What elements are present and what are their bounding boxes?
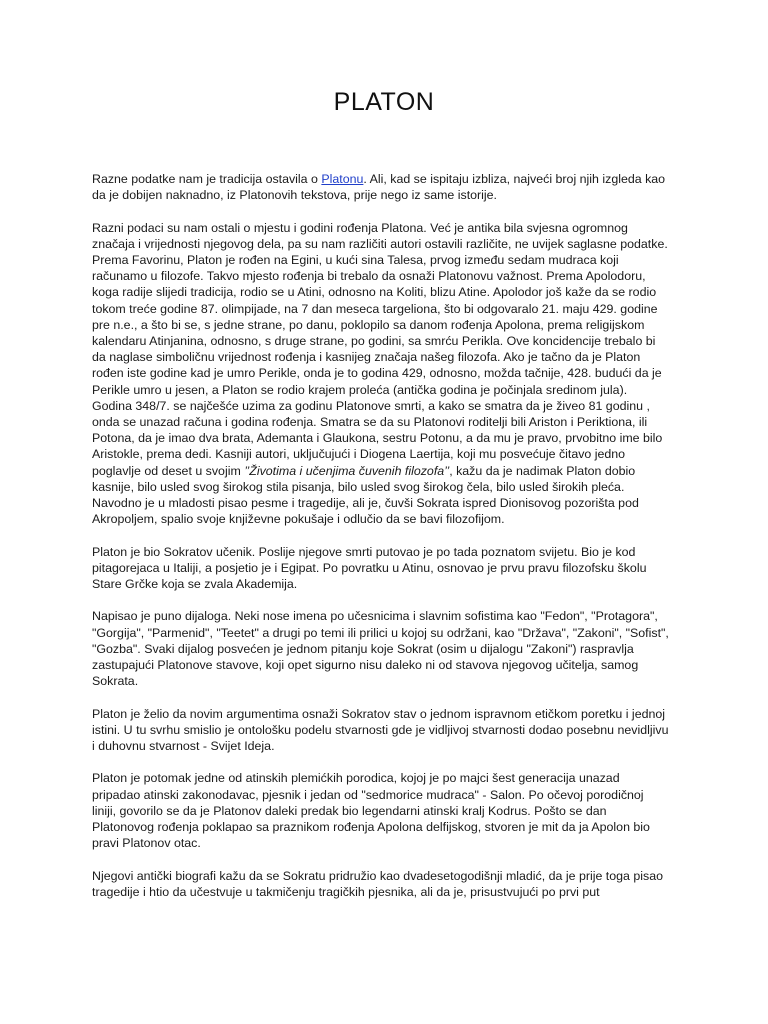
document-title: PLATON [333,88,435,116]
paragraph-student: Platon je bio Sokratov učenik. Poslije njegove smrti putovao je po tada poznatom svijetu. Bio je kod pitagorejaca u Italiji, a posjetio je i Egipat. Po povratku u Atinu, osnovao je prvu pravu filozofsku školu Stare Grčke koja se zvala Akademija. [92,544,647,592]
paragraph-dialogues: Napisao je puno dijaloga. Neki nose imena po učesnicima i slavnim sofistima kao "Fedon", "Protagora", "Gorgija", "Parmenid", "Teetet" a drugi po temi ili prilici u kojoj su održani, kao "Država", "Zakoni", "Sofist", "Gozba". Svaki dijalog posvećen je jednom pitanju koje Sokrat (osim u dijalogu "Zakoni") raspravlja zastupajući Platonove stavove, koji opet sigurno nisu daleko ni od stavova njegovog učitelja, samog Sokrata. [92,609,669,689]
paragraph-ancestry: Platon je potomak jedne od atinskih plemićkih porodica, kojoj je po majci šest generacija unazad pripadao atinski zakonodavac, pjesnik i jedan od "sedmorice mudraca" - Salon. Po očevoj porodičnoj liniji, govorilo se da je Platonov daleki predak bio legendarni atinski kralj Kodrus. Pošto se dan Platonovog rođenja poklapao sa praznikom rođenja Apolona delfijskog, stvoren je mit da ja Apolon bio pravi Platonov otac. [92,771,650,851]
paragraph-ideas: Platon je želio da novim argumentima osnaži Sokratov stav o jednom ispravnom etičkom poretku i jednoj istini. U tu svrhu smislio je ontološku podelu stvarnosti gde je vidljivoj stvarnosti dodao posebnu nevidljivu i duhovnu stvarnost - Svijet Ideja. [92,706,669,754]
book-title-italic: ’’Životima i učenjima čuvenih filozofa’’ [244,463,450,478]
paragraph-intro-text-end: . Ali, kad se ispitaju izbliza, najveći broj njih izgleda kao da je dobijen naknadno, iz Platonovih tekstova, prije nego iz same istorije. [92,172,666,203]
paragraph-biographers: Njegovi antički biografi kažu da se Sokratu pridružio kao dvadesetogodišnji mladić, da je prije toga pisao tragedije i htio da učestvuje u takmičenju tragičkih pjesnika, ali da je, prisustvujući po prvi put [92,868,663,899]
paragraph-birth-text-start: Razni podaci su nam ostali o mjestu i godini rođenja Platona. Već je antika bila svjesna ogromnog značaja i vrijednosti njegovog dela, pa su nam različiti autori ostavili različite, ne uvijek saglasne podatke. Prema Favorinu, Platon je rođen na Egini, u kući sina Talesa, prvog između sedam mudraca koji računamo u filozofe. Takvo mjesto rođenja bi trebalo da osnaži Platonovu važnost. Prema Apolodoru, koga radije slijedi tradicija, rodio se u Atini, odnosno na Koliti, blizu Atine. Apolodor još kaže da se rodio tokom treće godine 87. olimpijade, na 7 dan meseca targeliona, što bi odgovaralo 21. maju 429. godine pre n.e., a što bi se, s jedne strane, po danu, poklopilo sa danom rođenja Apolona, prema religijskom kalendaru Atinjanina, odnosno, s druge strane, po godini, sa smrću Perikla. Ove koncidencije trebalo bi da naglase simboličnu vrijednost rođenja i kasnijeg značaja našeg filozofa. Ako je tačno da je Platon rođen iste godine kad je umro Perikle, onda je to godina 429, odnosno, možda tačnije, 428. budući da je Perikle umro u jesen, a Platon se rodio krajem proleća (antička godina je počinjala sredinom jula). Godina 348/7. se najčešće uzima za godinu Platonove smrti, a kako se smatra da je živeo 81 godinu , onda se unazad računa i godina rođenja. Smatra se da su Platonovi roditelji bili Ariston i Periktiona, ili Potona, da je imao dva brata, Ademanta i Glaukona, sestru Potonu, a da mu je pravo, prvobitno ime bilo Aristokle, prema dedi. Kasniji autori, uključujući i Diogena Laertija, koji mu posvećuje čitavo jedno poglavlje od deset u svojim [92,220,668,478]
paragraph-birth-text-end: , kažu da je nadimak Platon dobio kasnije, bilo usled svog širokog stila pisanja, bilo usled svog širokog čela, bilo usled širokih pleća. Navodno je u mladosti pisao pesme i tragedije, ali je, čuvši Sokrata ispred Dionisovog pozorišta pod Akropoljem, spalio svoje književne pokušaje i odlučio da se bavi filozofijom. [92,463,639,527]
platon-link[interactable]: Platonu [321,172,364,186]
paragraph-birth [92,220,670,528]
document-body [92,171,670,916]
paragraph-intro-text-start: Razne podatke nam je tradicija ostavila o [92,172,322,186]
paragraph-intro [92,171,670,203]
